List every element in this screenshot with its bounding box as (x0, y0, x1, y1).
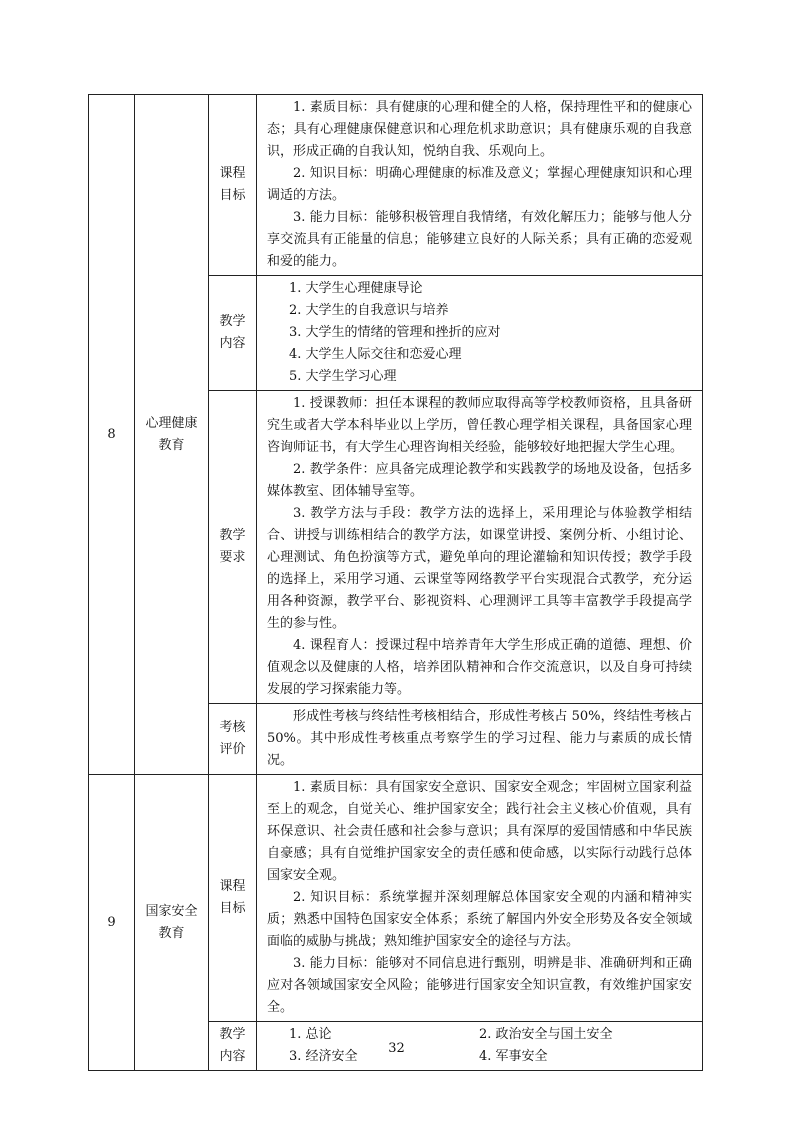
goal-quality: 1. 素质目标：具有国家安全意识、国家安全观念；牢固树立国家利益至上的观念，自觉关心、维护国家安全；践行社会主义核心价值观，具有环保意识、社会责任感和社会参与意识；具有深厚的爱国情感和中华民族自豪感；具有自觉维护国家安全的责任感和使命感，以实际行动践行总体国家安全观。 (267, 780, 692, 883)
content-item: 5. 大学生学习心理 (289, 369, 397, 384)
content-cell (257, 276, 703, 391)
evaluation-label: 考核 评价 (209, 704, 257, 775)
goals-cell (257, 775, 703, 1022)
evaluation-text: 形成性考核与终结性考核相结合，形成性考核占 50%，终结性考核占 50%。其中形成性考核重点考察学生的学习过程、能力与素质的成长情况。 (267, 709, 692, 768)
content-label: 教学 内容 (209, 276, 257, 391)
content-label: 教学 内容 (209, 1022, 257, 1071)
goal-knowledge: 2. 知识目标：明确心理健康的标准及意义；掌握心理健康知识和心理调适的方法。 (267, 166, 692, 203)
course-number: 8 (89, 95, 135, 775)
content-item: 3. 大学生的情绪的管理和挫折的应对 (289, 325, 501, 340)
course-8-goals-row (89, 95, 703, 276)
goals-label: 课程 目标 (209, 95, 257, 276)
goals-label: 课程 目标 (209, 775, 257, 1022)
content-item: 4. 大学生人际交往和恋爱心理 (289, 347, 462, 362)
requirements-label: 教学 要求 (209, 391, 257, 704)
requirement-methods: 3. 教学方法与手段：教学方法的选择上，采用理论与体验教学相结合、讲授与训练相结合的教学方法，如课堂讲授、案例分析、小组讨论、心理测试、角色扮演等方式，避免单向的理论灌输和知识传授；教学手段的选择上，采用学习通、云课堂等网络教学平台实现混合式教学，充分运用各种资源，教学平台、影视资料、心理测评工具等丰富教学手段提高学生的参与性。 (267, 506, 692, 631)
course-name: 心理健康 教育 (135, 95, 209, 775)
content-item: 2. 大学生的自我意识与培养 (289, 303, 449, 318)
course-9-goals-row (89, 775, 703, 1022)
content-item: 1. 总论 (289, 1027, 332, 1042)
content-item: 3. 经济安全 (289, 1049, 358, 1064)
content-item: 2. 政治安全与国土安全 (479, 1027, 613, 1042)
requirement-teacher: 1. 授课教师：担任本课程的教师应取得高等学校教师资格，且具备研究生或者大学本科毕业以上学历，曾任教心理学相关课程，具备国家心理咨询师证书，有大学生心理咨询相关经验，能够较好地把握大学生心理。 (267, 396, 692, 455)
course-name: 国家安全 教育 (135, 775, 209, 1071)
requirement-education: 4. 课程育人：授课过程中培养青年大学生形成正确的道德、理想、价值观念以及健康的人格，培养团队精神和合作交流意识，以及自身可持续发展的学习探索能力等。 (267, 638, 692, 697)
goal-knowledge: 2. 知识目标：系统掌握并深刻理解总体国家安全观的内涵和精神实质；熟悉中国特色国家安全体系；系统了解国内外安全形势及各安全领域面临的威胁与挑战；熟知维护国家安全的途径与方法。 (267, 890, 692, 949)
requirement-conditions: 2. 教学条件：应具备完成理论教学和实践教学的场地及设备，包括多媒体教室、团体辅导室等。 (267, 462, 692, 499)
course-number: 9 (89, 775, 135, 1071)
goal-quality: 1. 素质目标：具有健康的心理和健全的人格，保持理性平和的健康心态；具有心理健康保健意识和心理危机求助意识；具有健康乐观的自我意识，形成正确的自我认知，悦纳自我、乐观向上。 (267, 100, 692, 159)
content-item: 1. 大学生心理健康导论 (289, 281, 423, 296)
page-number: 32 (388, 1041, 405, 1056)
evaluation-cell (257, 704, 703, 775)
goal-ability: 3. 能力目标：能够对不同信息进行甄别，明辨是非、准确研判和正确应对各领域国家安全风险；能够进行国家安全知识宣教，有效维护国家安全。 (267, 956, 692, 1015)
requirements-cell (257, 391, 703, 704)
course-table (88, 94, 703, 1071)
content-item: 4. 军事安全 (479, 1049, 548, 1064)
goals-cell (257, 95, 703, 276)
goal-ability: 3. 能力目标：能够积极管理自我情绪，有效化解压力；能够与他人分享交流具有正能量的信息；能够建立良好的人际关系；具有正确的恋爱观和爱的能力。 (267, 210, 692, 269)
